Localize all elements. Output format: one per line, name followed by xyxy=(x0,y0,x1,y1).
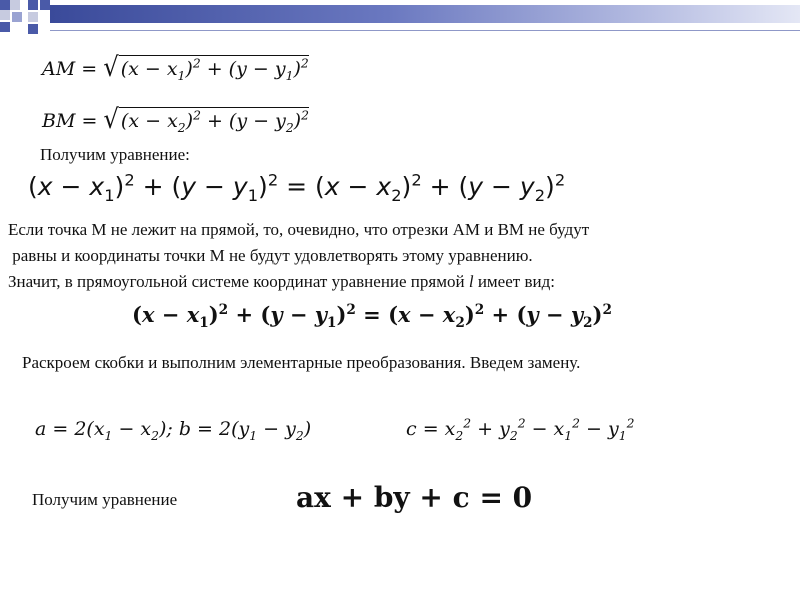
substitution-ab: $a = 2(x_1 - x_2)$; $b = 2(y_1 - y_2)$ xyxy=(35,418,312,443)
distance-equality-equation: $(x - x_1)^2 + (y - y_1)^2 = (x - x_2)^2 + (y - y_2)^2$ xyxy=(28,170,566,205)
substitution-c: $c = x_2^2 + y_2^2 - x_1^2 - y_1^2$ xyxy=(406,416,635,443)
deco-square xyxy=(28,12,38,22)
deco-square xyxy=(10,0,20,10)
header-rule xyxy=(50,30,800,31)
label-obtain-equation: Получим уравнение xyxy=(32,490,178,509)
deco-square xyxy=(12,12,22,22)
line-equation-bold: $(x - x_1)^2 + (y - y_1)^2 = (x - x_2)^2 + (y - y_2)^2$ xyxy=(132,302,612,332)
am-distance-formula: AM = √ $(x - x_1)^2 + (y - y_1)^2$ xyxy=(42,50,309,83)
deco-square xyxy=(0,10,10,20)
paragraph-line: Раскроем скобки и выполним элементарные преобразования. Введем замену. xyxy=(22,353,581,372)
bm-distance-formula: BM = √ $(x - x_2)^2 + (y - y_2)^2$ xyxy=(42,102,309,135)
deco-square xyxy=(0,22,10,32)
paragraph-line: Если точка М не лежит на прямой, то, очевидно, что отрезки АМ и ВМ не будут xyxy=(8,220,590,239)
header-gradient-bar xyxy=(50,5,800,23)
deco-square xyxy=(28,24,38,34)
final-line-equation: ax + by + c = 0 xyxy=(296,481,533,514)
label-obtain-equation: Получим уравнение: xyxy=(40,145,190,164)
paragraph-line: равны и координаты точки М не будут удовлетворять этому уравнению. xyxy=(8,246,533,265)
paragraph-line: Значит, в прямоугольной системе координат уравнение прямой l имеет вид: xyxy=(8,272,555,291)
deco-square xyxy=(40,0,50,10)
deco-square xyxy=(0,0,10,10)
deco-square xyxy=(28,0,38,10)
